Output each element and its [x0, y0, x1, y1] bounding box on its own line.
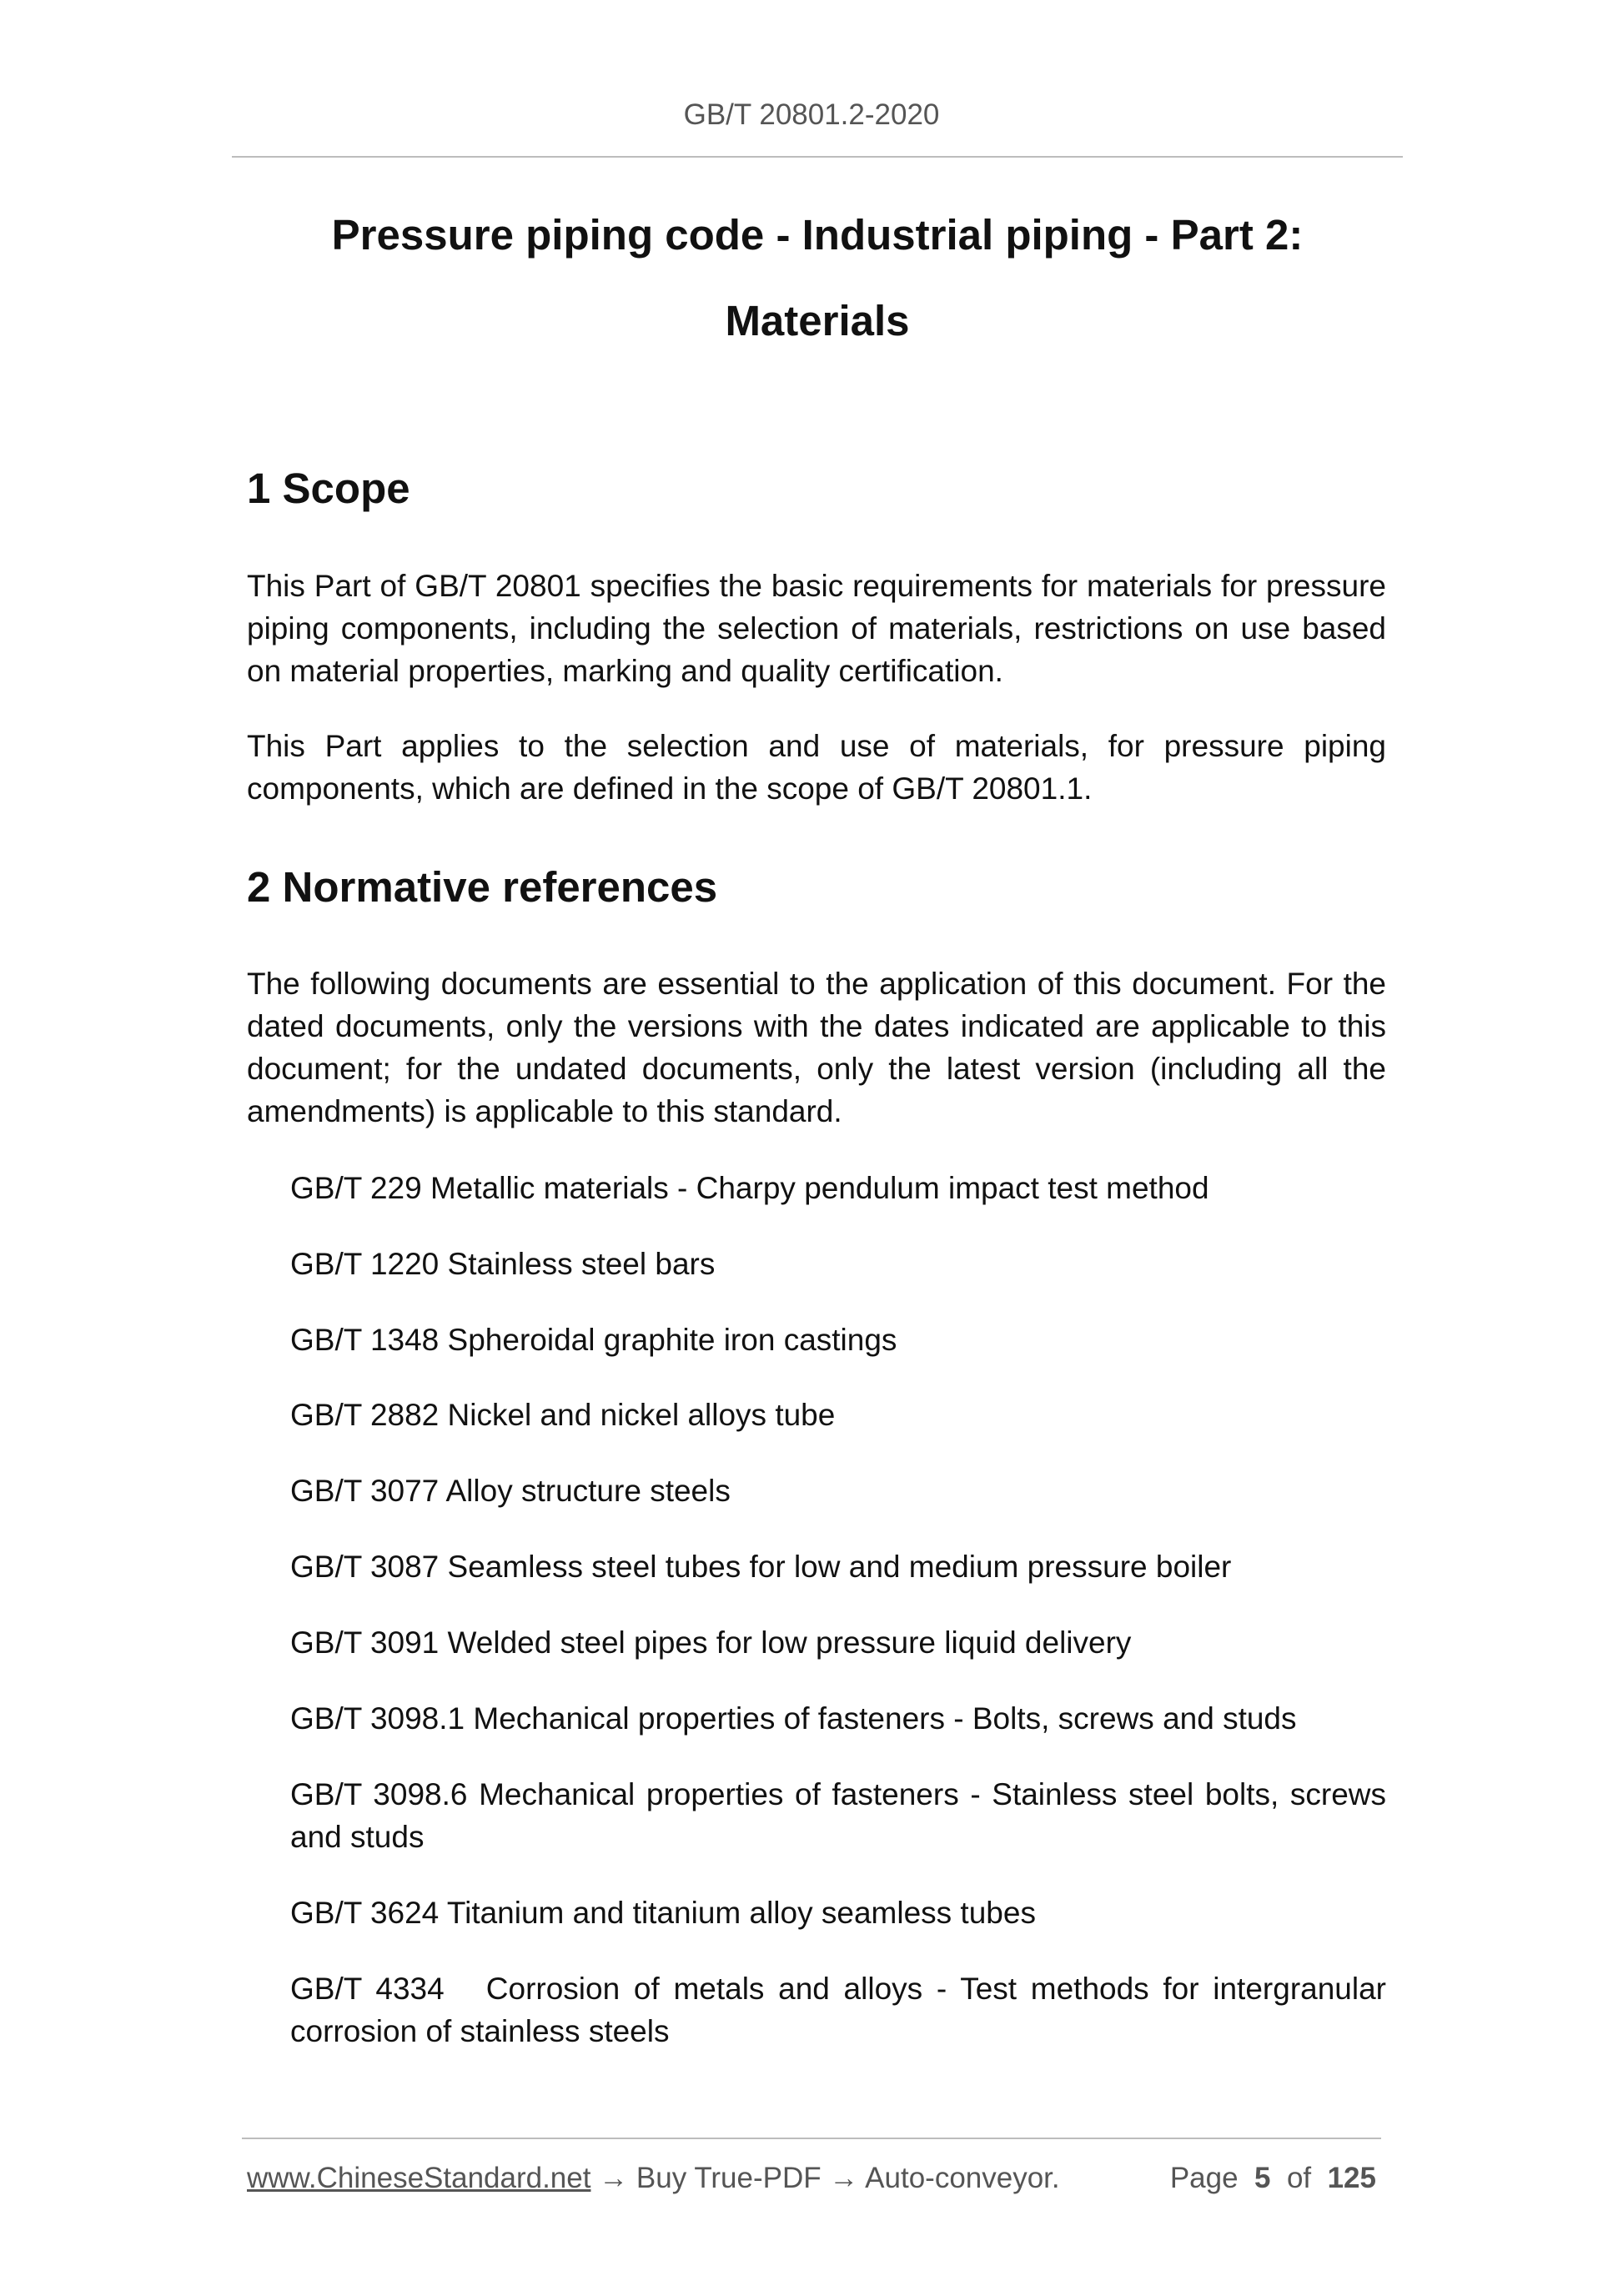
- reference-item: GB/T 3098.1 Mechanical properties of fasteners - Bolts, screws and studs: [290, 1701, 1297, 1736]
- reference-item: GB/T 1348 Spheroidal graphite iron castings: [290, 1323, 897, 1357]
- reference-item: GB/T 229 Metallic materials - Charpy pendulum impact test method: [290, 1171, 1209, 1205]
- reference-item: GB/T 2882 Nickel and nickel alloys tube: [290, 1398, 836, 1432]
- reference-item: GB/T 3087 Seamless steel tubes for low and medium pressure boiler: [290, 1550, 1232, 1584]
- normative-references-intro: The following documents are essential to the application of this document. For the dated documents, only the versions with the dates indicated are applicable to this document; for the undated documents, only the latest version (including all the amendments) is applicable to this standard.: [247, 967, 1386, 1128]
- footer-promo-text: → Buy True-PDF → Auto-conveyor.: [590, 2162, 1060, 2194]
- scope-paragraph-1: This Part of GB/T 20801 specifies the basic requirements for materials for pressure piping components, including the selection of materials, restrictions on use based on material properties, marking and quality certification.: [247, 569, 1386, 688]
- section-heading-scope: 1 Scope: [247, 465, 410, 512]
- document-title-line2: Materials: [725, 297, 910, 344]
- header-divider: [232, 156, 1403, 158]
- running-header: GB/T 20801.2-2020: [683, 98, 940, 131]
- page-footer: [247, 2162, 1376, 2195]
- page-current: 5: [1254, 2162, 1271, 2194]
- footer-divider: [242, 2138, 1381, 2139]
- reference-item: GB/T 3077 Alloy structure steels: [290, 1474, 731, 1508]
- page-label: Page: [1169, 2162, 1239, 2194]
- page-number: [1170, 2162, 1376, 2195]
- reference-item: GB/T 1220 Stainless steel bars: [290, 1247, 716, 1281]
- footer-promo: [247, 2162, 1060, 2195]
- reference-item: GB/T 3624 Titanium and titanium alloy seamless tubes: [290, 1896, 1036, 1930]
- reference-item: GB/T 4334 Corrosion of metals and alloys - Test methods for intergranular corrosion of stainless steels: [290, 1972, 1395, 2048]
- reference-item: GB/T 3091 Welded steel pipes for low pressure liquid delivery: [290, 1625, 1132, 1660]
- scope-paragraph-2: This Part applies to the selection and use of materials, for pressure piping components, which are defined in the scope of GB/T 20801.1.: [247, 729, 1386, 806]
- reference-item: GB/T 3098.6 Mechanical properties of fasteners - Stainless steel bolts, screws and studs: [290, 1777, 1386, 1854]
- section-heading-normative-references: 2 Normative references: [247, 863, 718, 911]
- page-total: 125: [1327, 2162, 1376, 2194]
- document-title-line1: Pressure piping code - Industrial piping - Part 2:: [331, 211, 1304, 259]
- page-of-label: of: [1286, 2162, 1312, 2194]
- website-link[interactable]: www.ChineseStandard.net: [247, 2162, 591, 2194]
